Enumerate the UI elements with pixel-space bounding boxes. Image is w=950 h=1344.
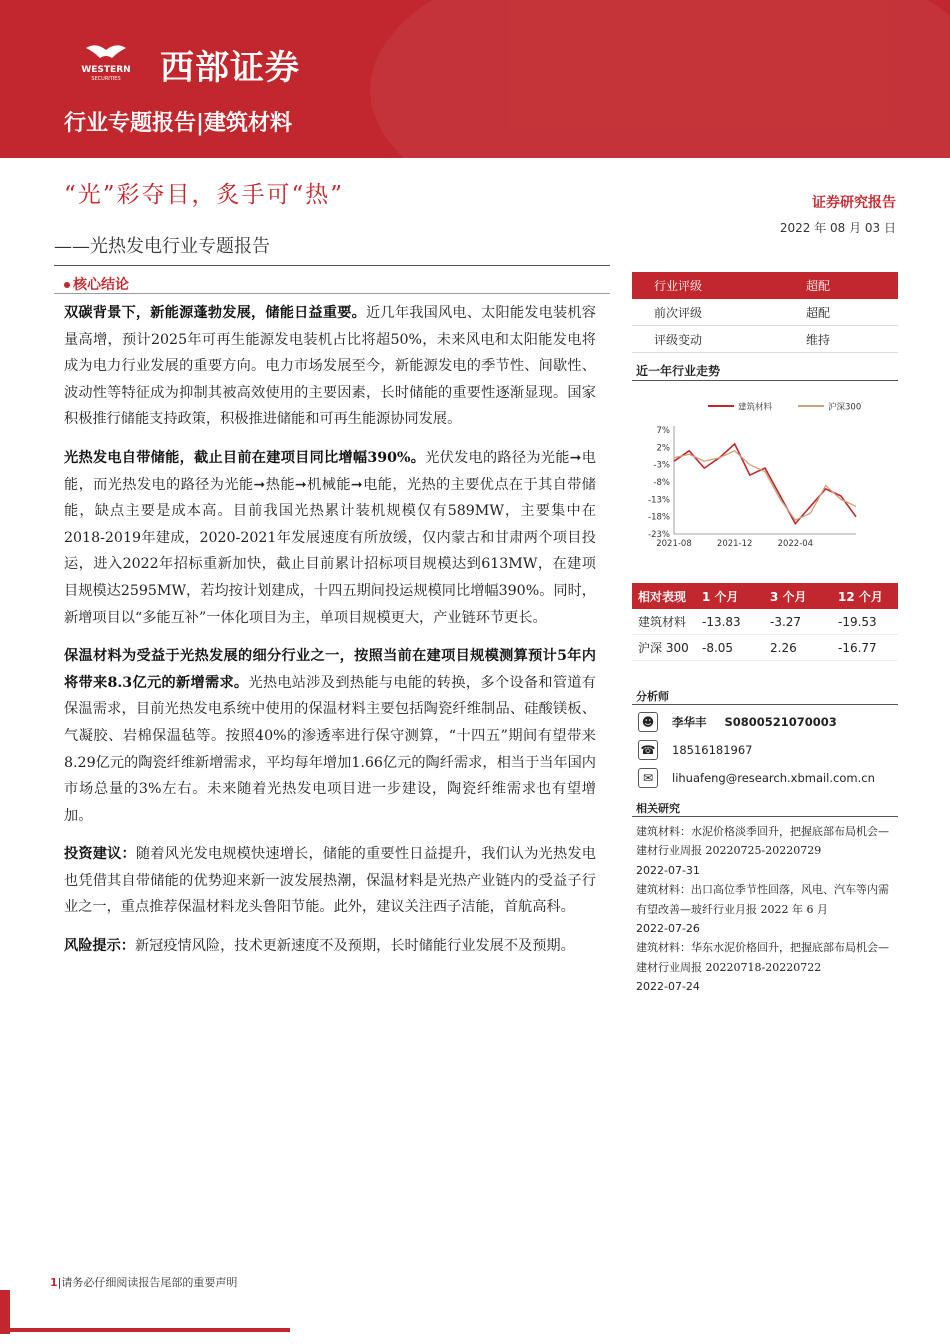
performance-name: 沪深 300: [638, 641, 689, 655]
logo-subtext: SECURITIES: [91, 76, 121, 82]
y-tick-label: 2%: [656, 443, 670, 454]
footer-text: 请务必仔细阅读报告尾部的重要声明: [61, 1276, 238, 1289]
rating-table: [632, 272, 898, 353]
performance-cell: -19.53: [838, 614, 877, 629]
paragraph-lead: 双碳背景下，新能源蓬勃发展，储能日益重要。: [64, 305, 367, 321]
paragraph-text: 光热电站涉及到热能与电能的转换，多个设备和管道有保温需求，目前光热发电系统中使用的保温材料主要包括陶瓷纤维制品、硅酸镁板、气凝胶、岩棉保温毡等。按照40%的渗透率进行保守测算，“十四五”期间有望带来8.29亿元的陶瓷纤维新增需求，平均每年增加1.66亿元的陶纤需求，相当于当年国内市场总量的3%左右。未来随着光热发电项目进一步建设，陶瓷纤维需求也有望增加。: [64, 674, 596, 824]
series-line-csi300: [674, 451, 856, 520]
related-item[interactable]: [636, 822, 898, 880]
report-title: “光”彩夺目，炙手可“热”: [64, 182, 345, 208]
paragraph-text: 随着风光发电规模快速增长，储能的重要性日益提升，我们认为光热发电也凭借其自带储能的优势迎来新一波发展热潮，保温材料是光热产业链内的受益子行业之一，重点推荐保温材料龙头鲁阳节能。此外，建议关注西子洁能，首航高科。: [64, 846, 596, 916]
analyst-phone-row: [638, 740, 752, 760]
divider: [632, 380, 898, 381]
y-tick-label: -18%: [648, 512, 670, 523]
western-logo-icon: [66, 42, 146, 82]
bullet-icon: [64, 282, 70, 288]
divider: [54, 293, 610, 294]
rating-row: [632, 326, 898, 353]
related-item[interactable]: [636, 938, 898, 996]
analyst-heading: 分析师: [636, 690, 669, 703]
x-tick-label: 2022-04: [777, 539, 814, 549]
rating-key: 行业评级: [654, 279, 703, 293]
paragraph-lead: 保温材料为受益于光热发展的细分行业之一，按照当前在建项目规模测算预计5年内将带来8.3亿元的新增需求。: [64, 648, 596, 691]
performance-cell: -13.83: [702, 614, 741, 629]
mail-icon: ✉: [638, 768, 658, 788]
performance-cell: -8.05: [702, 640, 734, 655]
brand-name: 西部证券: [160, 48, 300, 88]
y-tick-label: -13%: [648, 495, 670, 506]
related-date: 2022-07-24: [636, 980, 700, 994]
document-label: 证券研究报告: [812, 195, 896, 211]
related-list: [636, 822, 898, 997]
y-tick-label: -8%: [653, 478, 670, 488]
related-heading: 相关研究: [636, 802, 680, 815]
performance-header: 12 个月: [838, 589, 883, 604]
related-title: 建筑材料：出口高位季节性回落，风电、汽车等内需有望改善—玻纤行业月报 2022 年 6 月: [636, 883, 889, 916]
rating-value: 超配: [806, 305, 831, 320]
footer: [50, 1274, 237, 1290]
paragraph: [64, 933, 596, 960]
y-tick-label: 7%: [656, 426, 670, 436]
paragraph: [64, 445, 596, 631]
section-heading-text: 核心结论: [73, 277, 129, 293]
legend-label: 建筑材料: [738, 402, 773, 413]
paragraph-lead: 投资建议：: [64, 846, 136, 863]
performance-header-row: [632, 583, 898, 609]
rating-key: 前次评级: [654, 305, 703, 320]
footer-accent: [0, 1328, 290, 1332]
related-title: 建筑材料：华东水泥价格回升，把握底部布局机会—建材行业周报 20220718-20220722: [636, 941, 889, 974]
paragraph: [64, 300, 596, 433]
paragraph-text: 近几年我国风电、太阳能发电装机容量高增，预计2025年可再生能源发电装机占比将超50%，未来风电和太阳能发电将成为电力行业发展的重要方向。电力市场发展至今，新能源发电的季节性、间歇性、波动性等特征成为抑制其被高效使用的主要因素，长时储能的重要性逐渐显现。国家积极推行储能支持政策，积极推进储能和可再生能源协同发展。: [64, 305, 596, 428]
trend-title: 近一年行业走势: [636, 364, 721, 378]
logo-text: WESTERN: [81, 65, 131, 75]
x-tick-label: 2021-12: [716, 539, 753, 549]
y-tick-label: -23%: [648, 530, 670, 540]
paragraph-text: 光伏发电的路径为光能➞电能，而光热发电的路径为光能➞热能➞机械能➞电能，光热的主要优点在于其自带储能，缺点主要是成本高。目前我国光热累计装机规模仅有589MW，主要集中在2018-2019年建成，2020-2021年发展速度有所放缓，仅内蒙古和甘肃两个项目投运，进入2022年招标重新加快，截止目前累计招标项目规模达到613MW，在建项目规模达2595MW，若均按计划建成，十四五期间投运规模同比增幅390%。同时，新增项目以“多能互补”一体化项目为主，单项目规模更大，产业链环节更长。: [64, 449, 596, 626]
performance-cell: 2.26: [770, 640, 797, 655]
paragraph-text: 新冠疫情风险，技术更新速度不及预期，长时储能行业发展不及预期。: [134, 938, 575, 955]
rating-value: 维持: [806, 332, 831, 347]
report-subtitle: ——光热发电行业专题报告: [54, 236, 270, 257]
series-line-building-materials: [674, 444, 856, 524]
body-text: [64, 300, 596, 972]
performance-row: [632, 635, 898, 661]
person-icon: ☻: [638, 712, 658, 732]
paragraph-lead: 风险提示：: [64, 938, 135, 955]
divider: [54, 265, 610, 266]
divider: [632, 704, 898, 705]
performance-header: 相对表现: [638, 589, 687, 604]
rating-value: 超配: [806, 279, 831, 293]
performance-table: [632, 583, 898, 661]
x-tick-label: 2021-08: [656, 539, 692, 549]
legend-label: 沪深300: [828, 402, 862, 413]
rating-row: [632, 272, 898, 299]
analyst-email[interactable]: lihuafeng@research.xbmail.com.cn: [672, 771, 875, 785]
paragraph-lead: 光热发电自带储能，截止目前在建项目同比增幅390%。: [64, 449, 426, 466]
analyst-name: 李华丰: [672, 715, 707, 729]
related-date: 2022-07-26: [636, 922, 700, 936]
related-date: 2022-07-31: [636, 863, 700, 877]
analyst-phone: 18516181967: [672, 743, 753, 757]
paragraph: [64, 643, 596, 829]
related-item[interactable]: [636, 880, 898, 938]
banner-highlight: [370, 0, 950, 158]
rating-key: 评级变动: [654, 332, 703, 347]
performance-header: 1 个月: [702, 589, 739, 604]
industry-trend-chart: [632, 390, 898, 556]
y-tick-label: -3%: [653, 460, 670, 471]
analyst-cert: S0800521070003: [724, 715, 837, 729]
rating-row: [632, 299, 898, 326]
page-number: 1: [50, 1276, 58, 1289]
performance-name: 建筑材料: [638, 615, 687, 629]
performance-cell: -3.27: [770, 614, 802, 629]
performance-cell: -16.77: [838, 640, 877, 655]
report-type: 行业专题报告|建筑材料: [64, 110, 293, 136]
header-banner: [0, 0, 950, 158]
performance-row: [632, 609, 898, 635]
analyst-email-row: [638, 768, 875, 788]
section-heading: [64, 274, 129, 294]
report-date: 2022 年 08 月 03 日: [779, 221, 896, 235]
phone-icon: ☎: [638, 740, 658, 760]
performance-header: 3 个月: [770, 589, 807, 604]
related-title: 建筑材料：水泥价格淡季回升，把握底部布局机会—建材行业周报 20220725-20220729: [636, 825, 889, 858]
divider: [632, 816, 898, 817]
footer-separator: |: [57, 1276, 62, 1289]
paragraph: [64, 841, 596, 921]
analyst-name-row: [638, 712, 837, 732]
